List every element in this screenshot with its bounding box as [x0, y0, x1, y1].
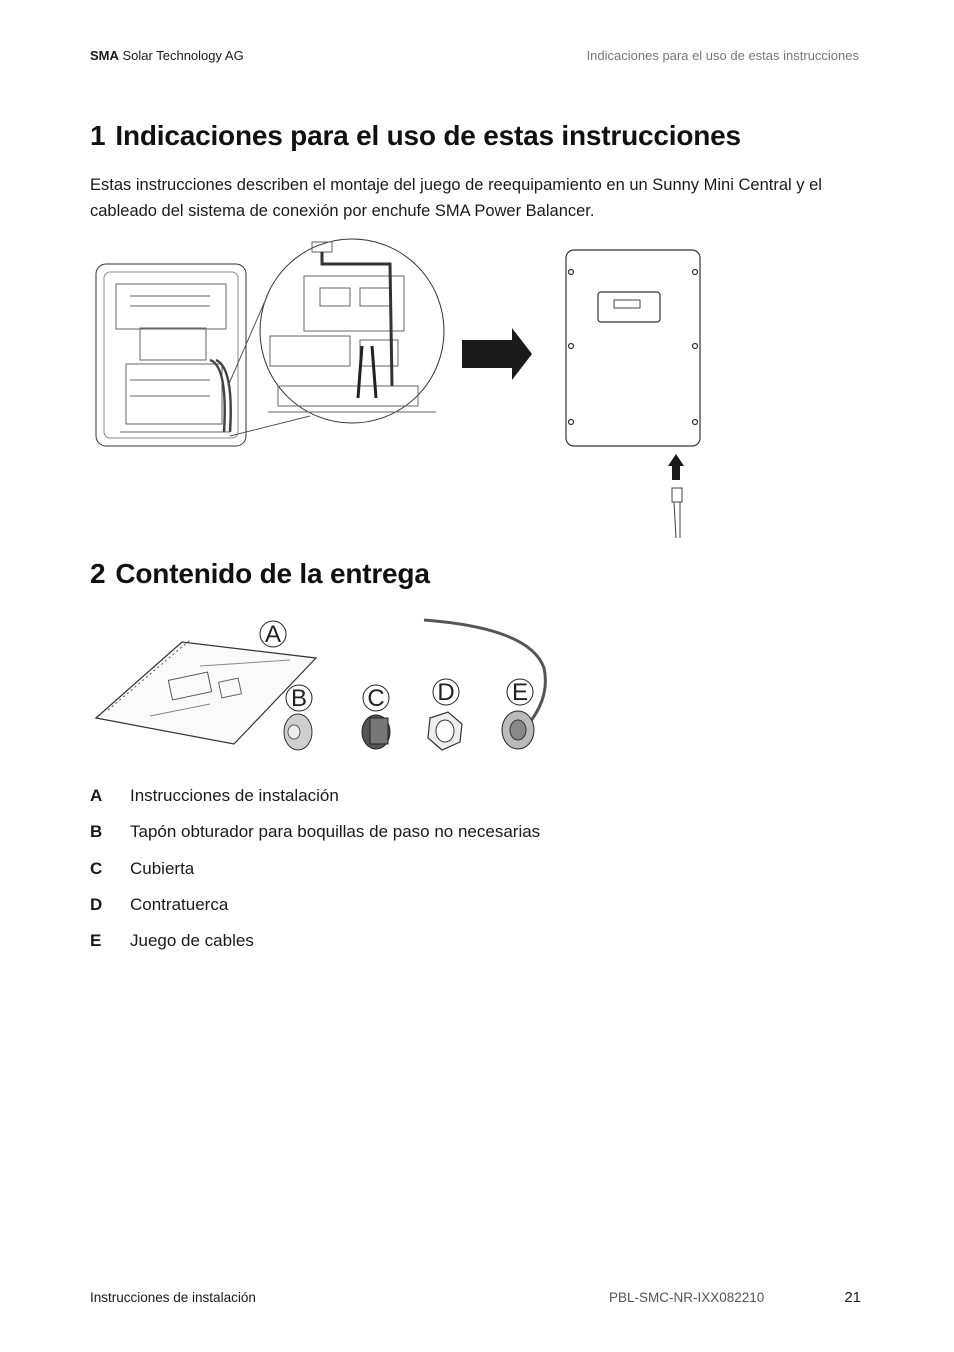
arrow-right-icon [462, 328, 532, 380]
retrofit-illustration [90, 236, 730, 546]
label-c: C [367, 685, 385, 712]
label-d: D [437, 679, 455, 706]
sealing-plug-item [284, 714, 312, 750]
delivery-legend [90, 778, 790, 959]
inverter-closed [566, 250, 700, 446]
legend-item [90, 887, 790, 923]
section1-title: Indicaciones para el uso de estas instrucciones [115, 120, 741, 151]
delivery-contents-illustration [90, 614, 560, 754]
footer-doc-type: Instrucciones de instalación [90, 1290, 256, 1305]
section1-intro: Estas instrucciones describen el montaje del juego de reequipamiento en un Sunny Mini Central y el cableado del sistema de conexión por enchufe SMA Power Balancer. [90, 176, 822, 220]
legend-item [90, 851, 790, 887]
label-e: E [511, 679, 529, 706]
legend-key: B [90, 822, 103, 842]
legend-item [90, 923, 790, 959]
legend-key: A [90, 786, 103, 806]
label-a: A [264, 621, 282, 648]
legend-key: C [90, 858, 103, 878]
header-left [90, 48, 244, 63]
legend-key: E [90, 931, 102, 951]
legend-item [90, 814, 790, 850]
page-number: 21 [844, 1289, 861, 1306]
cover-item [362, 715, 390, 749]
legend-item [90, 778, 790, 814]
company-name: Solar Technology AG [122, 48, 244, 63]
section2-heading [90, 558, 430, 590]
arrow-up-icon [668, 454, 684, 480]
legend-text: Juego de cables [130, 931, 254, 951]
section2-title: Contenido de la entrega [115, 558, 430, 589]
legend-text: Contratuerca [130, 895, 229, 915]
legend-text: Tapón obturador para boquillas de paso no necesarias [130, 822, 541, 842]
section1-heading [90, 120, 741, 152]
plug-connector [672, 488, 682, 538]
legend-text: Instrucciones de instalación [130, 786, 339, 806]
installation-manual-item [96, 640, 316, 744]
header-section-title: Indicaciones para el uso de estas instrucciones [586, 48, 859, 63]
section2-number: 2 [90, 558, 106, 589]
footer-doc-code: PBL-SMC-NR-IXX082210 [609, 1290, 765, 1305]
legend-key: D [90, 895, 103, 915]
lock-nut-item [428, 712, 462, 750]
section1-number: 1 [90, 120, 106, 151]
legend-text: Cubierta [130, 858, 195, 878]
label-b: B [290, 685, 308, 712]
brand-name: SMA [90, 48, 119, 63]
